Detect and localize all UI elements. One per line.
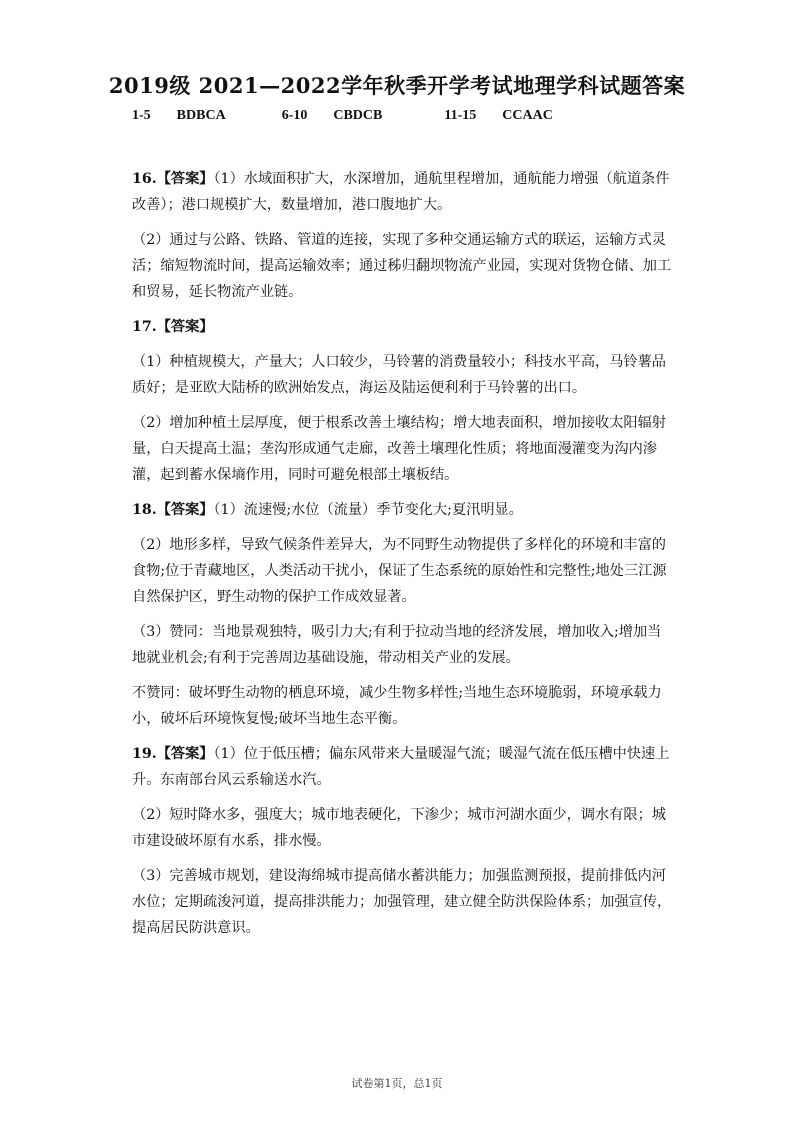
page-footer: 试卷第1页，总1页 xyxy=(351,1077,443,1090)
q18-answer-tag: 【答案】 xyxy=(156,502,214,518)
q18-number: 18. xyxy=(132,502,157,518)
q16-paragraph-1 xyxy=(132,166,672,218)
q19-number: 19. xyxy=(132,746,157,762)
q16-answer-tag: 【答案】 xyxy=(156,171,214,187)
q17-paragraph-1: （1）种植规模大，产量大；人口较少，马铃薯的消费量较小；科技水平高，马铃薯品质好；是亚欧大陆桥的欧洲始发点，海运及陆运便利利于马铃薯的出口。 xyxy=(132,354,666,396)
choice-range-2: 6-10 xyxy=(281,108,308,123)
q18-paragraph-2: （2）地形多样，导致气候条件差异大，为不同野生动物提供了多样化的环境和丰富的食物;位于青藏地区，人类活动干扰小，保证了生态系统的原始性和完整性;地处三江源自然保护区，野生动物的保护工作成效显著。 xyxy=(132,537,667,605)
choice-answers xyxy=(132,108,553,124)
q16-number: 16. xyxy=(132,171,157,187)
q18-paragraph-4: 不赞同：破坏野生动物的栖息环境，减少生物多样性;当地生态环境脆弱，环境承载力小，破坏后环境恢复慢;破坏当地生态平衡。 xyxy=(132,685,662,727)
choice-answer-1: BDBCA xyxy=(176,108,226,123)
choice-answer-2: CBDCB xyxy=(333,108,383,123)
page-title: 2019级 2021—2022学年秋季开学考试地理学科试题答案 xyxy=(108,73,686,98)
q19-paragraph-1 xyxy=(132,741,672,793)
q17-number: 17. xyxy=(132,319,157,335)
answer-content xyxy=(132,166,672,950)
q18-paragraph-1 xyxy=(132,497,672,523)
q17-answer-tag: 【答案】 xyxy=(156,319,214,335)
q16-paragraph-2: （2）通过与公路、铁路、管道的连接，实现了多种交通运输方式的联运，运输方式灵活；缩短物流时间，提高运输效率；通过秭归翻坝物流产业园，实现对货物仓储、加工和贸易，延长物流产业链。 xyxy=(132,232,672,300)
choice-answer-3: CCAAC xyxy=(502,108,553,123)
choice-range-1: 1-5 xyxy=(132,108,151,123)
q16-text-1: （1）水域面积扩大，水深增加，通航里程增加，通航能力增强（航道条件改善）；港口规模扩大，数量增加，港口腹地扩大。 xyxy=(132,171,670,213)
q19-answer-tag: 【答案】 xyxy=(156,746,214,762)
q18-text-1: （1）流速慢;水位（流量）季节变化大;夏汛明显。 xyxy=(213,502,523,518)
choice-range-3: 11-15 xyxy=(444,108,477,123)
q19-text-1: （1）位于低压槽；偏东风带来大量暖湿气流；暖湿气流在低压槽中快速上升。东南部台风云系输送水汽。 xyxy=(132,746,670,788)
q19-paragraph-2: （2）短时降水多，强度大；城市地表硬化，下渗少；城市河湖水面少，调水有限；城市建设破坏原有水系，排水慢。 xyxy=(132,807,666,849)
q19-paragraph-3: （3）完善城市规划，建设海绵城市提高储水蓄洪能力；加强监测预报，提前排低内河水位；定期疏浚河道，提高排洪能力；加强管理，建立健全防洪保险体系；加强宣传，提高居民防洪意识。 xyxy=(132,868,672,936)
q17-heading xyxy=(132,314,672,340)
q17-paragraph-2: （2）增加种植土层厚度，便于根系改善土壤结构；增大地表面积，增加接收太阳辐射量，白天提高土温；垄沟形成通气走廊，改善土壤理化性质；将地面漫灌变为沟内渗灌，起到蓄水保墒作用，同时可避免根部土壤板结。 xyxy=(132,415,666,483)
q18-paragraph-3: （3）赞同：当地景观独特，吸引力大;有利于拉动当地的经济发展，增加收入;增加当地就业机会;有利于完善周边基础设施，带动相关产业的发展。 xyxy=(132,624,662,666)
